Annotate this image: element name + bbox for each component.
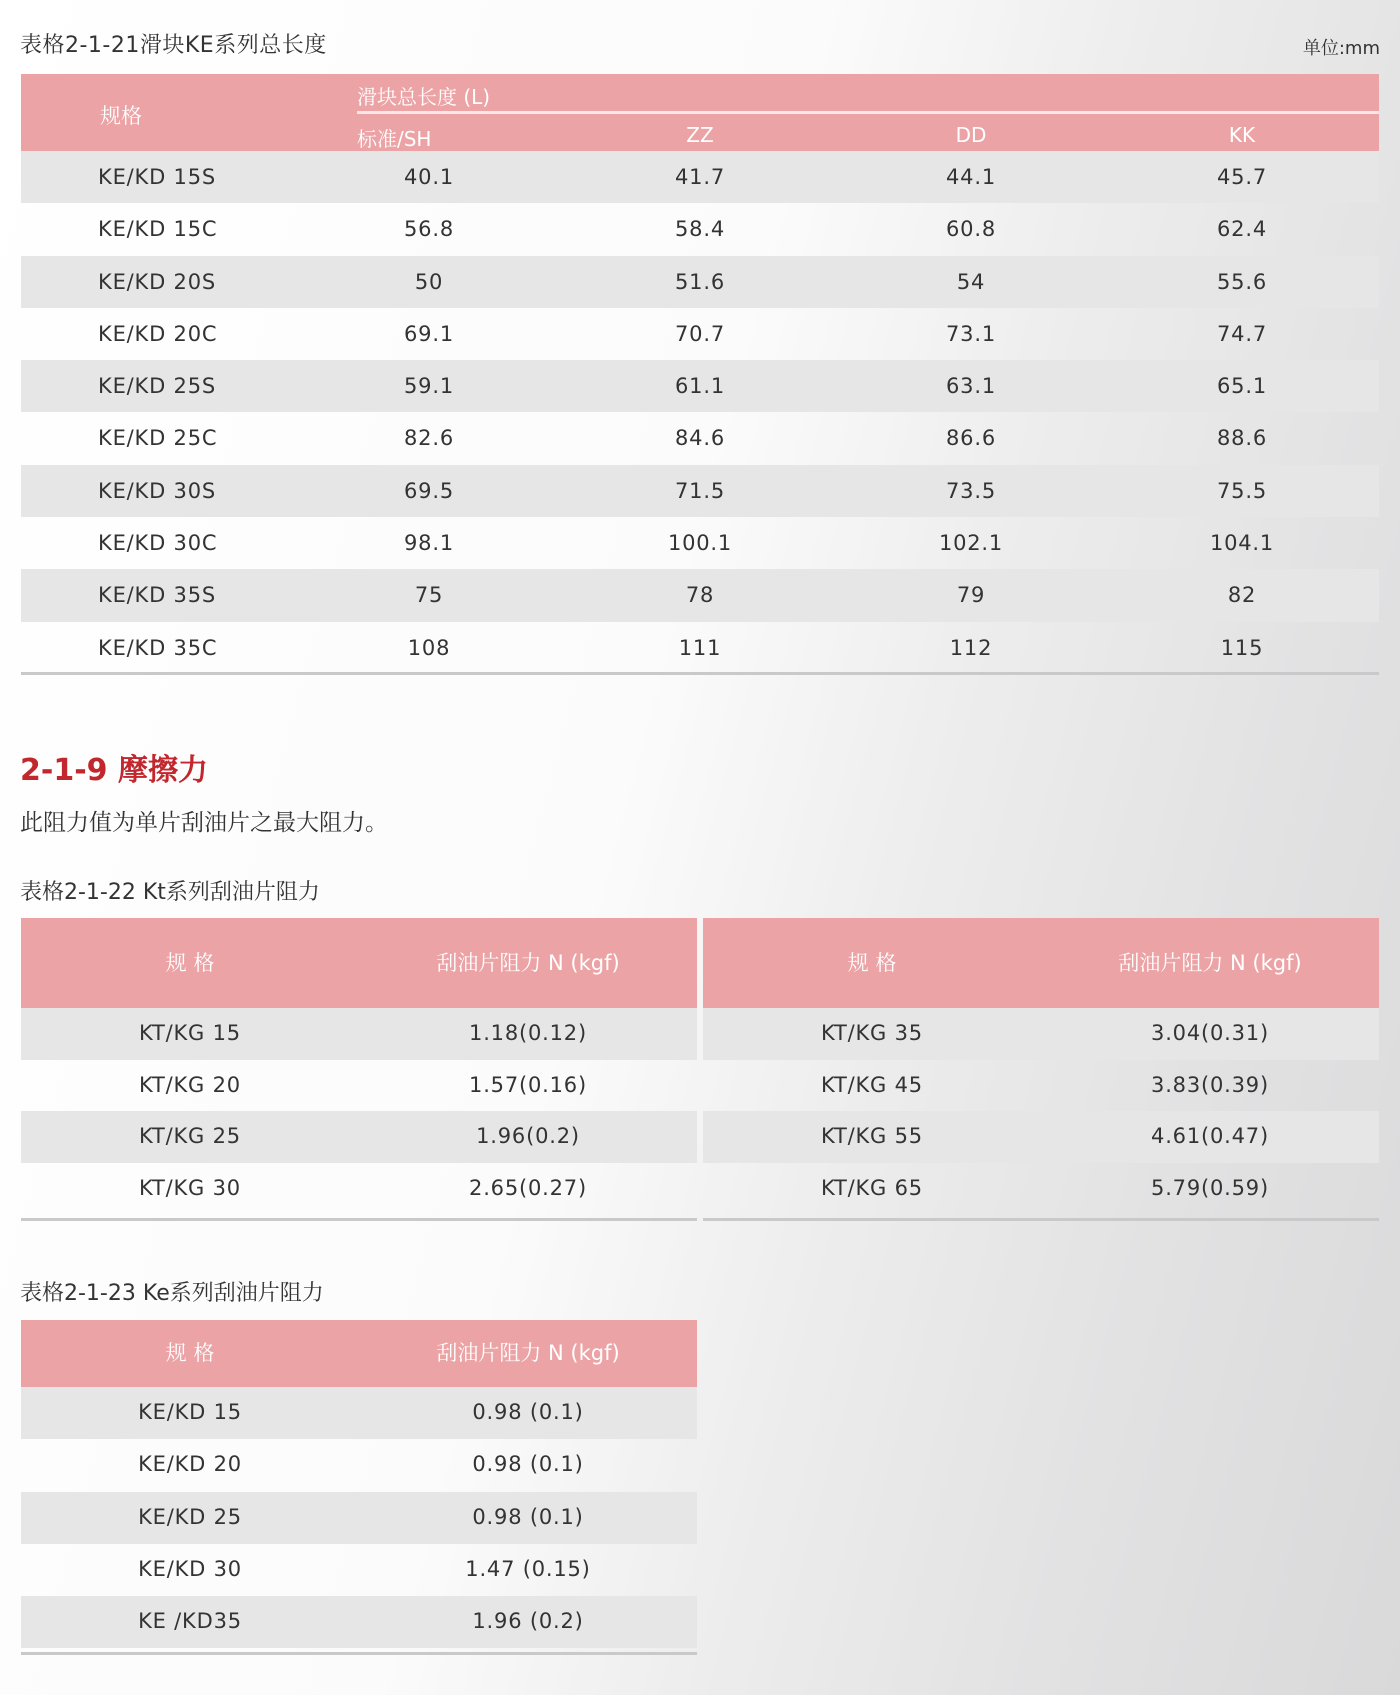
spec-cell: KE/KD 15S bbox=[98, 165, 216, 189]
value-cell: 73.5 bbox=[946, 478, 996, 503]
spec-cell: KE/KD 35C bbox=[98, 635, 218, 660]
table-row bbox=[21, 569, 1379, 621]
value-cell: 54 bbox=[956, 269, 986, 294]
value-cell: 69.5 bbox=[404, 478, 454, 503]
value-cell: 79 bbox=[956, 583, 986, 608]
table2-left-bottom-rule bbox=[21, 1218, 697, 1221]
spec-cell: KE/KD 15C bbox=[98, 217, 218, 242]
table1-group-header: 滑块总长度 (L) bbox=[357, 85, 491, 109]
section-description: 此阻力值为单片刮油片之最大阻力。 bbox=[20, 810, 388, 836]
spec-cell: KT/KG 65 bbox=[821, 1175, 923, 1200]
value-cell: 78 bbox=[685, 583, 715, 608]
value-cell: 84.6 bbox=[675, 426, 725, 451]
value-cell: 70.7 bbox=[675, 321, 725, 346]
table1-caption: 表格2-1-21滑块KE系列总长度 bbox=[20, 33, 327, 58]
table3-body bbox=[21, 1387, 697, 1648]
spec-cell: KE/KD 30 bbox=[138, 1556, 242, 1581]
table2-right-header bbox=[703, 918, 1379, 1008]
value-cell: 56.8 bbox=[404, 217, 454, 242]
table1-unit: 单位:mm bbox=[1302, 38, 1380, 59]
spec-cell: KT/KG 55 bbox=[821, 1124, 923, 1148]
table-row bbox=[21, 1060, 697, 1112]
value-cell: 3.83(0.39) bbox=[1151, 1072, 1269, 1097]
value-cell: 1.18(0.12) bbox=[469, 1021, 587, 1045]
value-cell: 55.6 bbox=[1217, 269, 1267, 294]
spec-cell: KE/KD 15 bbox=[138, 1400, 242, 1424]
table2-left-body bbox=[21, 1008, 697, 1214]
table3-header bbox=[21, 1320, 697, 1387]
spec-cell: KE/KD 30S bbox=[98, 478, 216, 503]
spec-cell: KE/KD 35S bbox=[98, 583, 216, 608]
table-row bbox=[703, 1111, 1379, 1163]
value-cell: 1.96 (0.2) bbox=[472, 1609, 584, 1634]
value-cell: 2.65(0.27) bbox=[469, 1175, 587, 1200]
table-row bbox=[21, 1544, 697, 1596]
value-cell: 45.7 bbox=[1217, 165, 1267, 189]
value-cell: 58.4 bbox=[675, 217, 725, 242]
value-cell: 1.96(0.2) bbox=[476, 1124, 580, 1148]
table3-caption: 表格2-1-23 Ke系列刮油片阻力 bbox=[20, 1281, 324, 1306]
table-row bbox=[21, 256, 1379, 308]
value-cell: 111 bbox=[678, 635, 722, 660]
table-row bbox=[21, 203, 1379, 255]
value-cell: 65.1 bbox=[1217, 374, 1267, 399]
table-row bbox=[21, 1387, 697, 1439]
value-cell: 82.6 bbox=[404, 426, 454, 451]
table-row bbox=[21, 1163, 697, 1215]
table1-bottom-rule bbox=[21, 672, 1379, 675]
table-row bbox=[21, 308, 1379, 360]
table3-spec-header: 规 格 bbox=[165, 1341, 215, 1365]
value-cell: 71.5 bbox=[675, 478, 725, 503]
spec-cell: KT/KG 35 bbox=[821, 1021, 923, 1045]
value-cell: 51.6 bbox=[675, 269, 725, 294]
value-cell: 41.7 bbox=[675, 165, 725, 189]
table2-right-spec-header: 规 格 bbox=[847, 951, 897, 975]
value-cell: 73.1 bbox=[946, 321, 996, 346]
spec-cell: KT/KG 15 bbox=[139, 1021, 241, 1045]
table2-right-value-header: 刮油片阻力 N (kgf) bbox=[1118, 951, 1302, 975]
table-row bbox=[21, 465, 1379, 517]
table-row bbox=[21, 151, 1379, 203]
spec-cell: KE/KD 20C bbox=[98, 321, 218, 346]
spec-cell: KT/KG 30 bbox=[139, 1175, 241, 1200]
value-cell: 88.6 bbox=[1217, 426, 1267, 451]
value-cell: 59.1 bbox=[404, 374, 454, 399]
table-row bbox=[21, 1492, 697, 1544]
spec-cell: KE/KD 25C bbox=[98, 426, 218, 451]
value-cell: 62.4 bbox=[1217, 217, 1267, 242]
spec-cell: KT/KG 45 bbox=[821, 1072, 923, 1097]
table2-right-bottom-rule bbox=[703, 1218, 1379, 1221]
table2-left-header bbox=[21, 918, 697, 1008]
value-cell: 112 bbox=[949, 635, 993, 660]
spec-cell: KT/KG 20 bbox=[139, 1072, 241, 1097]
table2-left bbox=[21, 918, 697, 1221]
value-cell: 50 bbox=[414, 269, 444, 294]
value-cell: 3.04(0.31) bbox=[1151, 1021, 1269, 1045]
table1-spec-header: 规格 bbox=[100, 104, 142, 128]
value-cell: 98.1 bbox=[404, 531, 454, 556]
table3-bottom-rule bbox=[21, 1652, 697, 1655]
value-cell: 44.1 bbox=[946, 165, 996, 189]
spec-cell: KE/KD 25S bbox=[98, 374, 216, 399]
value-cell: 60.8 bbox=[946, 217, 996, 242]
value-cell: 75 bbox=[414, 583, 444, 608]
table-row bbox=[21, 622, 1379, 674]
value-cell: 0.98 (0.1) bbox=[472, 1400, 584, 1424]
spec-cell: KT/KG 25 bbox=[139, 1124, 241, 1148]
table2-left-spec-header: 规 格 bbox=[165, 951, 215, 975]
table-row bbox=[703, 1163, 1379, 1215]
table3-value-header: 刮油片阻力 N (kgf) bbox=[436, 1341, 620, 1365]
value-cell: 1.47 (0.15) bbox=[465, 1556, 591, 1581]
value-cell: 1.57(0.16) bbox=[469, 1072, 587, 1097]
table-row bbox=[21, 412, 1379, 464]
table2-right-body bbox=[703, 1008, 1379, 1214]
value-cell: 74.7 bbox=[1217, 321, 1267, 346]
spec-cell: KE/KD 20S bbox=[98, 269, 216, 294]
table-row bbox=[21, 1596, 697, 1648]
value-cell: 5.79(0.59) bbox=[1151, 1175, 1269, 1200]
table-row bbox=[21, 1111, 697, 1163]
spec-cell: KE /KD35 bbox=[138, 1609, 242, 1634]
table-row bbox=[703, 1060, 1379, 1112]
value-cell: 108 bbox=[407, 635, 451, 660]
value-cell: 69.1 bbox=[404, 321, 454, 346]
spec-cell: KE/KD 25 bbox=[138, 1504, 242, 1529]
table1-header-divider bbox=[357, 111, 1379, 114]
value-cell: 4.61(0.47) bbox=[1151, 1124, 1269, 1148]
value-cell: 0.98 (0.1) bbox=[472, 1452, 584, 1477]
value-cell: 104.1 bbox=[1209, 531, 1275, 556]
table1-subheader-zz: ZZ bbox=[686, 123, 714, 147]
table3 bbox=[21, 1320, 697, 1655]
value-cell: 82 bbox=[1227, 583, 1257, 608]
table1-subheader-dd: DD bbox=[955, 123, 987, 147]
value-cell: 40.1 bbox=[404, 165, 454, 189]
section-title: 2-1-9 摩擦力 bbox=[20, 753, 208, 788]
table1-body bbox=[21, 151, 1379, 674]
spec-cell: KE/KD 20 bbox=[138, 1452, 242, 1477]
value-cell: 115 bbox=[1220, 635, 1264, 660]
table2-right bbox=[703, 918, 1379, 1221]
table-row bbox=[21, 1008, 697, 1060]
table2-caption: 表格2-1-22 Kt系列刮油片阻力 bbox=[20, 880, 320, 905]
table1-subheader-kk: KK bbox=[1228, 123, 1256, 147]
table-row bbox=[21, 517, 1379, 569]
value-cell: 86.6 bbox=[946, 426, 996, 451]
value-cell: 102.1 bbox=[938, 531, 1004, 556]
value-cell: 0.98 (0.1) bbox=[472, 1504, 584, 1529]
value-cell: 75.5 bbox=[1217, 478, 1267, 503]
value-cell: 63.1 bbox=[946, 374, 996, 399]
table2-left-value-header: 刮油片阻力 N (kgf) bbox=[436, 951, 620, 975]
table-row bbox=[703, 1008, 1379, 1060]
spec-cell: KE/KD 30C bbox=[98, 531, 218, 556]
value-cell: 100.1 bbox=[667, 531, 733, 556]
table-row bbox=[21, 360, 1379, 412]
value-cell: 61.1 bbox=[675, 374, 725, 399]
table1-subheader-standard: 标准/SH bbox=[357, 127, 432, 151]
table-row bbox=[21, 1439, 697, 1491]
